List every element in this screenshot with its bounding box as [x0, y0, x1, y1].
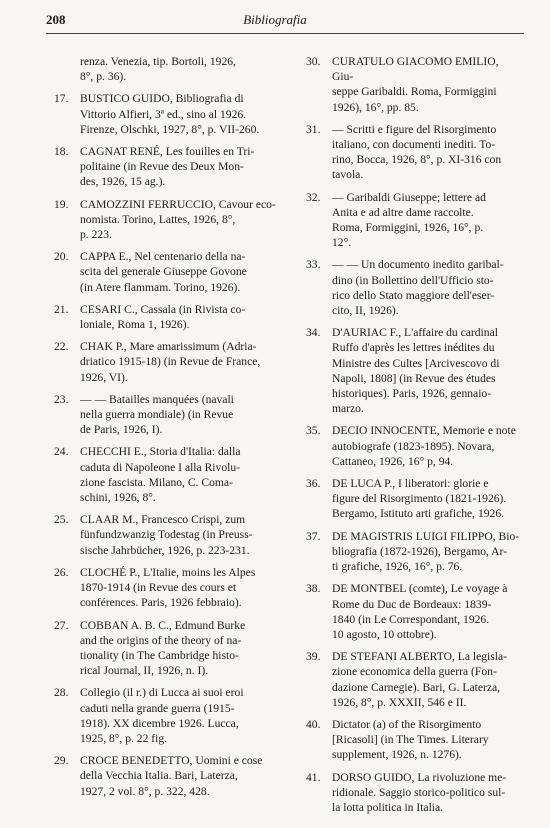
entry-text: DORSO GUIDO, La rivoluzione me- ridionale. Saggio storico-politico sul- la lotta politica in Italia.: [332, 770, 507, 814]
bib-entry: [54, 512, 280, 558]
entry-number: 24.: [54, 445, 69, 459]
entry-number: 30.: [306, 55, 321, 68]
entry-text: CAMOZZINI FERRUCCIO, Cavour eco- nomista. Torino, Lattes, 1926, 8°, p. 223.: [80, 197, 276, 242]
bib-entry: [306, 529, 522, 575]
entry-number: 37.: [306, 529, 321, 543]
entry-number: 40.: [306, 717, 321, 731]
bib-entry: [54, 91, 280, 137]
bib-entry: [306, 190, 522, 251]
bib-entry: [306, 649, 522, 710]
entry-number: 31.: [306, 122, 321, 136]
bib-entry: [54, 249, 280, 295]
entry-number: 39.: [306, 650, 321, 664]
entry-text: CROCE BENEDETTO, Uomini e cose della Vecchia Italia. Bari, Laterza, 1927, 2 vol. 8°, p. 322, 428.: [80, 754, 263, 798]
entry-number: 27.: [54, 618, 69, 632]
bib-entry: [54, 54, 280, 84]
entry-number: 23.: [54, 392, 69, 406]
entry-text: — Garibaldi Giuseppe; lettere ad Anita e ad altre dame raccolte. Roma, Formiggini, 1926, 16°, p. 12°.: [332, 190, 486, 250]
bib-entry: [306, 770, 522, 816]
bib-entry: [54, 753, 280, 799]
entry-number: 22.: [54, 340, 69, 354]
entry-number: 17.: [54, 92, 69, 106]
bib-entry: [54, 618, 280, 679]
bib-entry: [54, 302, 280, 332]
bib-entry: [54, 144, 280, 190]
entry-number: 36.: [306, 477, 321, 491]
entry-text: — Scritti e figure del Risorgimento italiano, con documenti inediti. To- rino, Bocca, 1926, 8°, p. XI-316 con tavola.: [332, 122, 502, 182]
bib-entry: [54, 444, 280, 505]
entry-text: CLAAR M., Francesco Crispi, zum fünfundzwanzig Todestag (in Preuss- sische Jahrbücher, 1926, p. 223-231.: [80, 513, 253, 557]
left-column: [54, 54, 280, 806]
entry-text: CURATULO GIACOMO EMILIO, Giu- seppe Garibaldi. Roma, Formiggini 1926), 16°, pp. 85.: [332, 55, 499, 114]
entry-text: CAPPA E., Nel centenario della na- scita del generale Giuseppe Govone (in Atere flammam. Torino, 1926).: [80, 250, 247, 294]
entry-number: 18.: [54, 145, 69, 159]
bib-entry: [54, 392, 280, 438]
entry-text: D'AURIAC F., L'affaire du cardinal Ruffo d'après les lettres inédites du Ministre des Cultes [Arcivescovo di Napoli, 1808] (in Revue des études historiques). Paris, 1926, gennaio- marzo.: [332, 326, 500, 416]
entry-text: CLOCHÉ P., L'Italie, moins les Alpes 1870-1914 (in Revue des cours et conférences. Paris, 1926 febbraio).: [80, 565, 256, 610]
entry-number: 28.: [54, 686, 69, 700]
entry-number: 41.: [306, 770, 321, 784]
entry-number: 29.: [54, 754, 69, 768]
entry-text: BUSTICO GUIDO, Bibliografia di Vittorio Alfieri, 3ª ed., sino al 1926. Firenze, Olschki, 1927, 8°, p. VII-260.: [80, 92, 260, 136]
entry-text: Collegio (il r.) di Lucca ai suoi eroi caduti nella grande guerra (1915- 1918). XX dicembre 1926. Lucca, 1925, 8°, p. 22 fig.: [80, 686, 244, 745]
entry-text: COBBAN A. B. C., Edmund Burke and the origins of the theory of na- tionality (in The Cambridge histo- rical Journal, II, 1926, n. I).: [80, 618, 246, 678]
bib-entry: [306, 257, 522, 318]
bib-entry: [54, 197, 280, 243]
entry-number: 19.: [54, 197, 69, 211]
entry-number: 26.: [54, 565, 69, 579]
bib-entry: [54, 565, 280, 611]
entry-text: Dictator (a) of the Risorgimento [Ricasoli] (in The Times. Literary supplement, 1926, n. 1276).: [332, 717, 489, 762]
entry-text: DECIO INNOCENTE, Memorie e note autobiografe (1823-1895). Novara, Cattaneo, 1926, 16° p, 94.: [332, 424, 516, 468]
entry-text: — — Batailles manquées (navali nella guerra mondiale) (in Revue de Paris, 1926, I).: [80, 392, 234, 437]
entry-text: CHECCHI E., Storia d'Italia: dalla caduta di Napoleone I alla Rivolu- zione fascista. Milano, C. Coma- schini, 1926, 8°.: [80, 445, 241, 505]
entry-text: renza. Venezia, tip. Bortoli, 1926, 8°, p. 36).: [80, 55, 236, 84]
bib-entry: [306, 476, 522, 522]
entry-text: DE MAGISTRIS LUIGI FILIPPO, Bio- bliografia (1872-1926), Bergamo, Ar- ti grafiche, 1926, 16°, p. 76.: [332, 529, 520, 574]
bib-entry: [306, 325, 522, 416]
entry-text: DE LUCA P., I liberatori: glorie e figure del Risorgimento (1821-1926). Bergamo, Istituto arti grafiche, 1926.: [332, 477, 507, 521]
right-column: [306, 54, 522, 822]
entry-text: CAGNAT RENÉ, Les fouilles en Tri- politaine (in Revue des Deux Mon- des, 1926, 15 ag.).: [80, 145, 255, 189]
entry-number: 38.: [306, 582, 321, 596]
bib-entry: [306, 423, 522, 469]
bib-entry: [306, 54, 522, 115]
bib-entry: [54, 339, 280, 385]
bib-entry: [54, 685, 280, 746]
entry-text: DE STEFANI ALBERTO, La legisla- zione economica della guerra (Fon- dazione Carnegie). Bari, G. Laterza, 1926, 8°, p. XXXII, 546 e II.: [332, 650, 508, 709]
entry-text: — — Un documento inedito garibal- dino (in Bollettino dell'Ufficio sto- rico dello Stato maggiore dell'eser- cito, II, 1926).: [332, 258, 504, 318]
entry-number: 32.: [306, 190, 321, 204]
entry-number: 20.: [54, 250, 69, 264]
entry-number: 34.: [306, 326, 321, 340]
bib-entry: [306, 717, 522, 763]
entry-text: CESARI C., Cassala (in Rivista co- loniale, Roma 1, 1926).: [80, 302, 246, 332]
entry-number: 33.: [306, 258, 321, 272]
bib-entry: [306, 122, 522, 183]
entry-number: 25.: [54, 513, 69, 527]
bib-entry: [306, 581, 522, 642]
page-number: 208: [46, 12, 66, 27]
running-title: Bibliografia: [243, 12, 307, 27]
entry-number: 21.: [54, 302, 69, 316]
entry-text: DE MONTBEL (comte), Le voyage à Rome du Duc de Bordeaux: 1839- 1840 (in Le Correspondant, 1926. 10 agosto, 10 ottobre).: [332, 582, 508, 641]
entry-number: 35.: [306, 424, 321, 438]
entry-text: CHAK P., Mare amarissimum (Adria- driatico 1915-18) (in Revue de France, 1926, VI).: [80, 340, 261, 384]
header-rule: [46, 33, 524, 34]
